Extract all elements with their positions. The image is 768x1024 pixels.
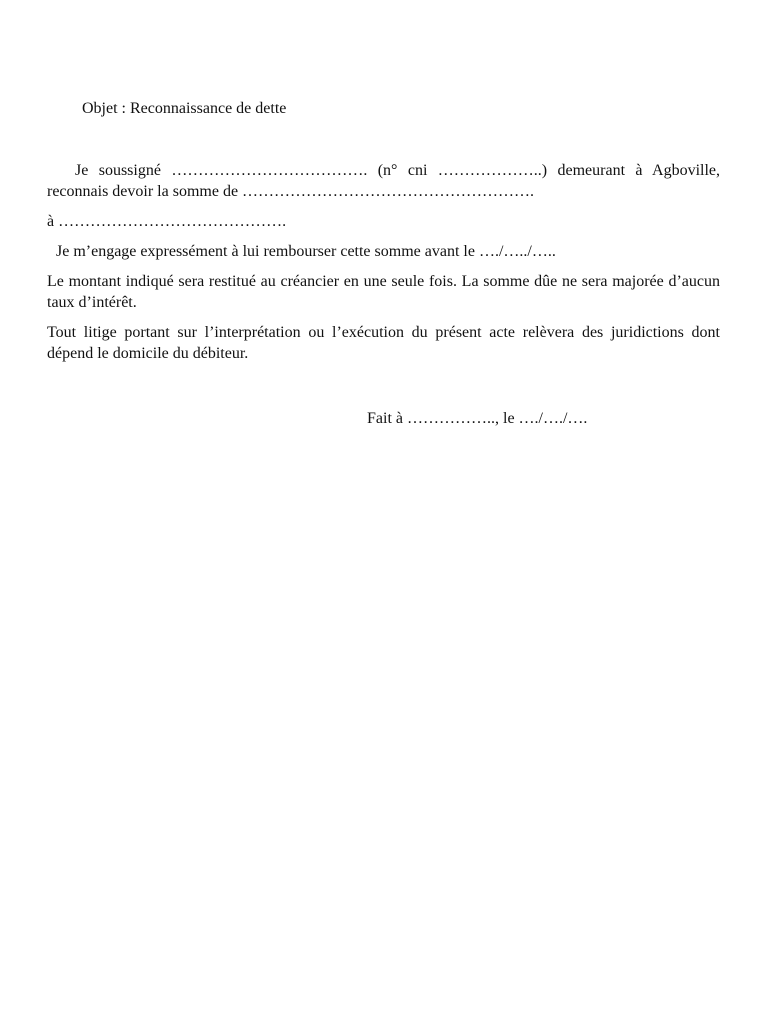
document-body xyxy=(47,160,720,373)
signature-line: Fait à …………….., le …./…./…. xyxy=(367,410,588,427)
paragraph-repayment-commitment: Je m’engage expressément à lui rembourser cette somme avant le …./…../….. xyxy=(56,243,556,260)
paragraph-declaration: Je soussigné ………………………………. (n° cni ………………..) demeurant à Agboville, reconnais devoir la somme de ………………………………………………. xyxy=(47,162,720,200)
paragraph-terms: Le montant indiqué sera restitué au créancier en une seule fois. La somme dûe ne sera majorée d’aucun taux d’intérêt. xyxy=(47,273,720,311)
paragraph-creditor: à ……………………………………. xyxy=(47,213,287,230)
paragraph-jurisdiction: Tout litige portant sur l’interprétation ou l’exécution du présent acte relèvera des juridictions dont dépend le domicile du débiteur. xyxy=(47,324,720,362)
document-subject: Objet : Reconnaissance de dette xyxy=(82,100,287,117)
